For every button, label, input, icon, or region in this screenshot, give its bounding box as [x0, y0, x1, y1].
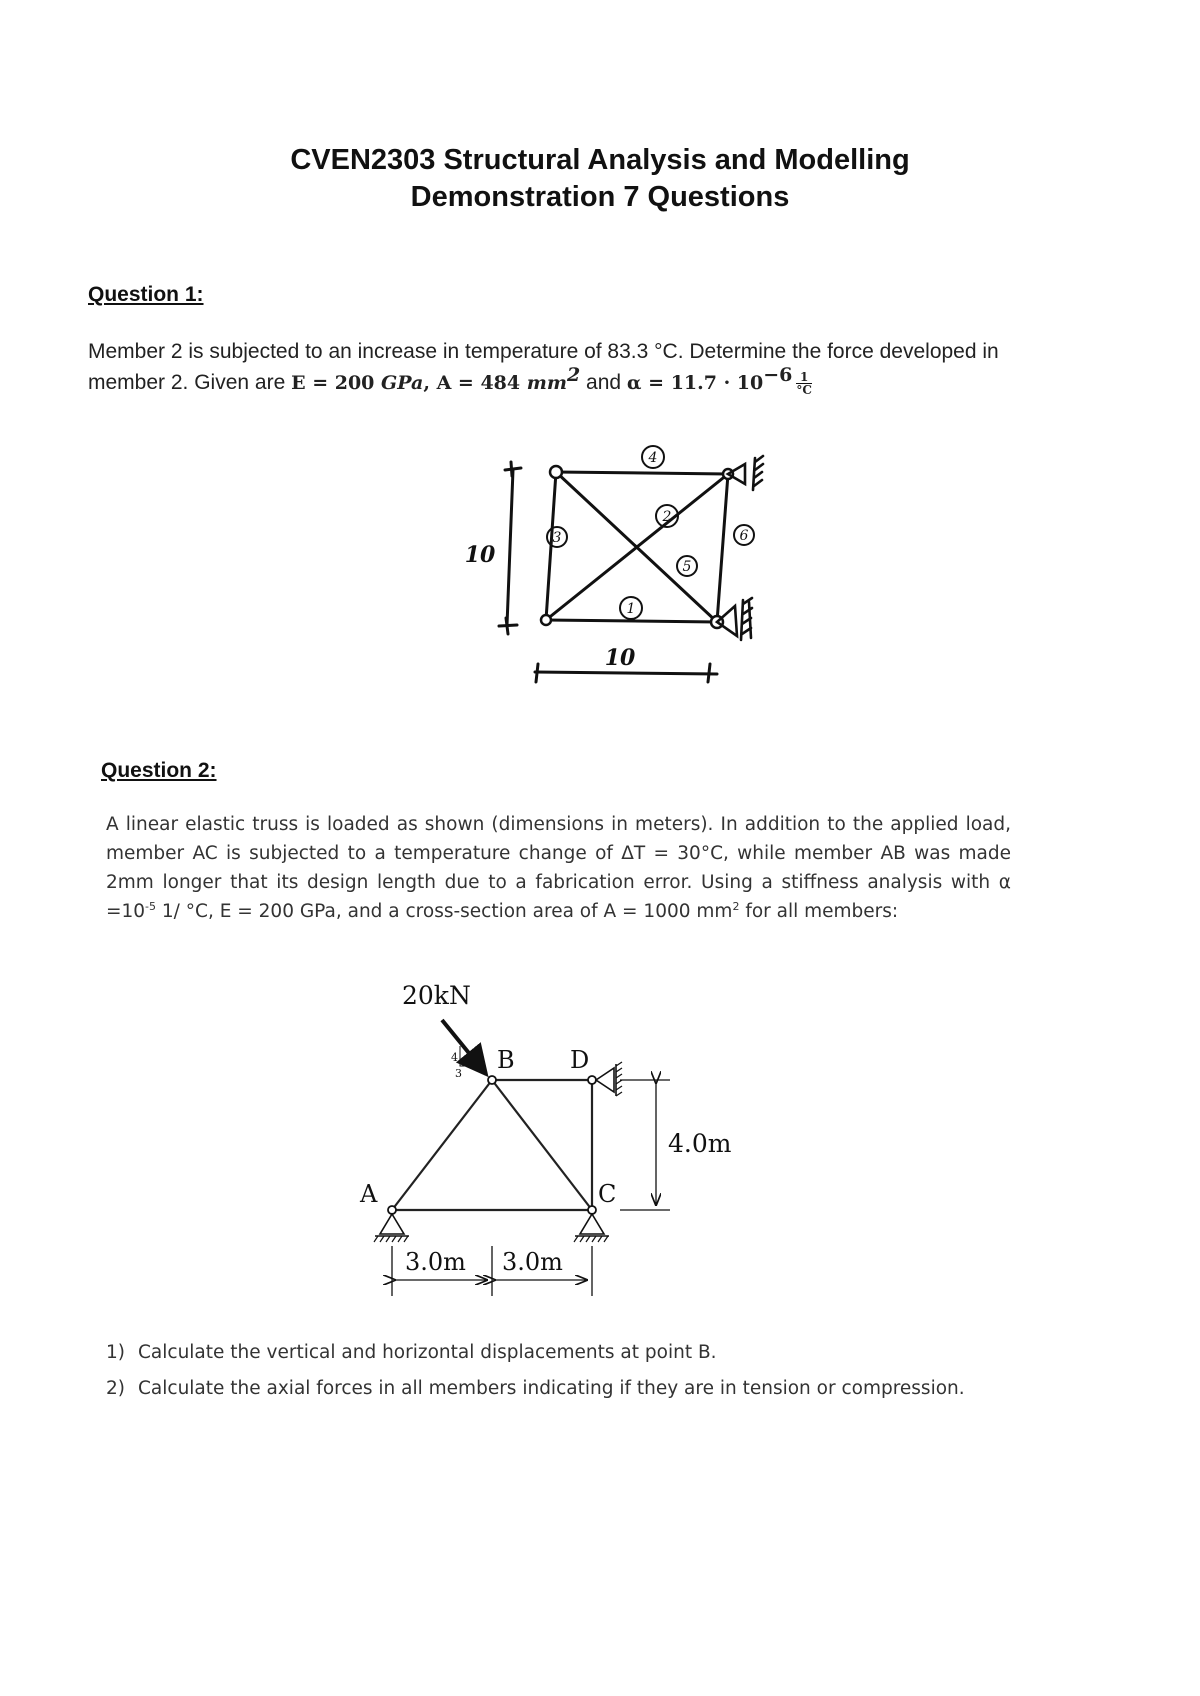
alpha-exponent: −6 — [763, 364, 793, 386]
slope-label-vertical: 4 — [451, 1051, 458, 1064]
joint-bottom-left — [541, 615, 551, 625]
area-unit-exponent: 2 — [566, 364, 581, 386]
top-right-pin-support — [728, 464, 745, 484]
alpha-exponent-q2: -5 — [145, 899, 157, 913]
youngs-modulus-unit: GPa — [381, 372, 424, 394]
area-exponent-q2: 2 — [732, 899, 740, 913]
area-unit: mm — [526, 372, 567, 394]
question-1-heading: Question 1: — [88, 283, 204, 306]
list-item-text: Calculate the vertical and horizontal displacements at point B. — [138, 1342, 717, 1363]
member-bc — [492, 1080, 592, 1210]
question-1-truss-figure — [455, 440, 785, 690]
right-dimension-label: 3.0m — [502, 1248, 563, 1276]
height-dimension-label: 10 — [464, 542, 496, 568]
question-1-text — [88, 336, 1128, 399]
joint-b — [488, 1076, 496, 1084]
height-dimension-label: 4.0m — [668, 1129, 732, 1158]
member-label-2: 2 — [662, 509, 672, 525]
alpha-unit-fraction — [796, 371, 812, 396]
width-dimension-label: 10 — [604, 645, 636, 671]
joint-top-left — [550, 466, 562, 478]
question-2-text-part-2: 1/ °C, E = 200 GPa, and a cross-section area of A = 1000 mm — [156, 901, 733, 922]
member-label-5: 5 — [682, 559, 692, 575]
area-eq: , A = 484 — [423, 372, 527, 394]
youngs-modulus-eq: E = 200 — [291, 372, 382, 394]
member-ab — [392, 1080, 492, 1210]
member-1-line — [546, 620, 717, 622]
question-2-truss-figure — [350, 970, 750, 1310]
list-item-text: Calculate the axial forces in all members indicating if they are in tension or compression. — [138, 1378, 965, 1399]
member-label-1: 1 — [626, 601, 636, 617]
question-2-task-list — [106, 1335, 1086, 1407]
and-text: and — [580, 371, 627, 394]
left-dimension-label: 3.0m — [405, 1248, 466, 1276]
member-4-line — [556, 472, 728, 474]
list-item-number: 2) — [106, 1378, 125, 1399]
node-label-a: A — [360, 1180, 378, 1208]
slope-label-horizontal: 3 — [455, 1067, 462, 1080]
document-title: CVEN2303 Structural Analysis and Modelling — [290, 144, 910, 176]
question-2-text-part-3: for all members: — [739, 901, 899, 922]
fraction-numerator: 1 — [796, 371, 812, 384]
document-subtitle: Demonstration 7 Questions — [410, 181, 790, 213]
list-item-number: 1) — [106, 1342, 125, 1363]
alpha-eq: α = 11.7 · 10 — [626, 372, 764, 394]
question-1-given-label: member 2. Given are — [88, 371, 292, 394]
question-1-line-2 — [88, 364, 1128, 399]
bottom-right-pin-support — [717, 606, 737, 636]
question-2-text — [106, 810, 1011, 926]
list-item — [106, 1371, 1086, 1407]
support-c — [580, 1214, 604, 1234]
load-label: 20kN — [402, 981, 471, 1010]
support-a — [380, 1214, 404, 1234]
member-6-line — [717, 474, 728, 622]
node-label-d: D — [570, 1046, 590, 1074]
node-label-b: B — [497, 1046, 515, 1074]
support-d — [596, 1068, 614, 1092]
question-2-heading: Question 2: — [101, 759, 217, 782]
fraction-denominator: °C — [796, 382, 812, 397]
node-label-c: C — [598, 1180, 617, 1208]
question-2-text-part-1: A linear elastic truss is loaded as shown (dimensions in meters). In addition to the applied load, member AC is subjected to a temperature change of ΔT = 30°C, while member AB was made 2mm longer that its design length due to a fabrication error. Using a stiffness analysis with α =10 — [106, 814, 1011, 922]
list-item — [106, 1335, 1086, 1371]
member-label-6: 6 — [739, 528, 749, 544]
member-label-4: 4 — [648, 450, 658, 466]
member-label-3: 3 — [552, 530, 562, 546]
question-1-line-1: Member 2 is subjected to an increase in temperature of 83.3 °C. Determine the force developed in — [88, 340, 999, 363]
